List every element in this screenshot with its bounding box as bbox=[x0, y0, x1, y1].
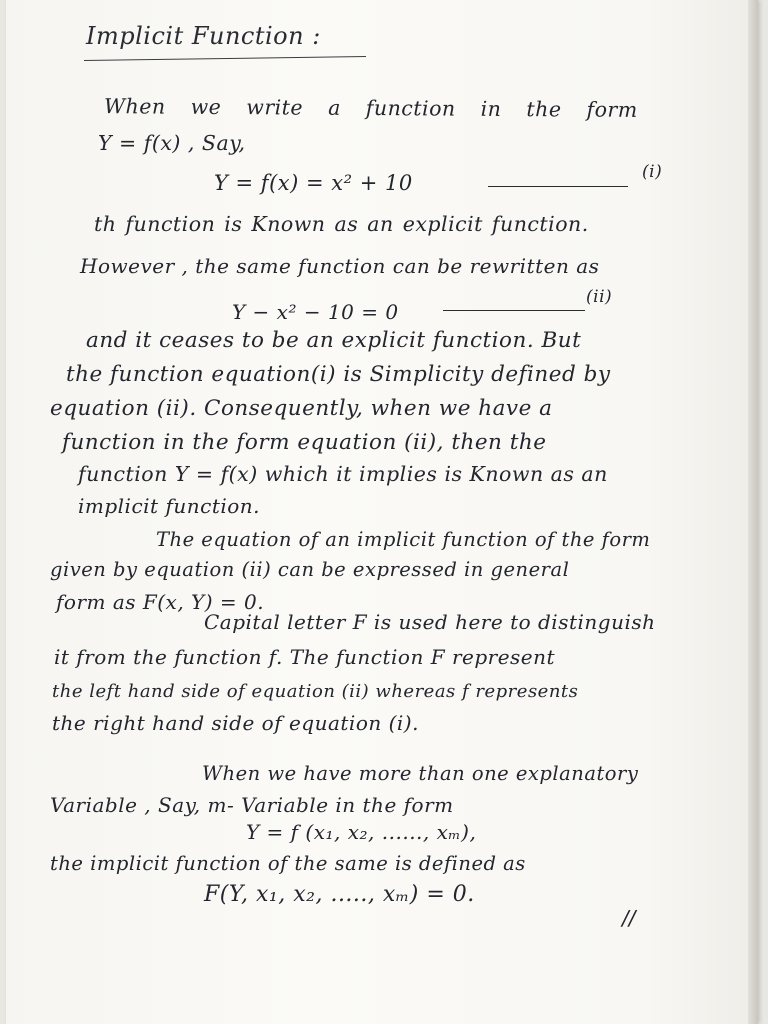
text-line: implicit function. bbox=[78, 494, 261, 518]
text-line: When we write a function in the form bbox=[103, 94, 638, 122]
text-line: Variable , Say, m- Variable in the form bbox=[50, 793, 454, 817]
text-line: function in the form equation (ii), then the bbox=[62, 430, 547, 455]
page-title: Implicit Function : bbox=[86, 22, 321, 50]
text-line: However , the same function can be rewritten as bbox=[80, 254, 600, 278]
text-line: The equation of an implicit function of the form bbox=[156, 528, 651, 551]
equation-number: (i) bbox=[642, 162, 663, 182]
text-line: th function is Known as an explicit function. bbox=[94, 212, 589, 236]
equation-number: (ii) bbox=[586, 287, 613, 307]
text-line: the left hand side of equation (ii) whereas f represents bbox=[52, 681, 579, 702]
text-line: function Y = f(x) which it implies is Known as an bbox=[78, 462, 608, 486]
text-line: equation (ii). Consequently, when we have a bbox=[50, 396, 553, 421]
text-line: When we have more than one explanatory bbox=[202, 762, 639, 785]
text-line: Capital letter F is used here to distinguish bbox=[204, 610, 656, 634]
equation-line: F(Y, x₁, x₂, ....., xₘ) = 0. bbox=[204, 882, 475, 907]
text-line: the implicit function of the same is defined as bbox=[50, 852, 526, 875]
title-underline bbox=[84, 56, 366, 61]
text-line: given by equation (ii) can be expressed in general bbox=[50, 558, 570, 581]
text-line: form as F(x, Y) = 0. bbox=[56, 590, 265, 614]
text-line: the function equation(i) is Simplicity defined by bbox=[66, 362, 611, 387]
page-edge-shadow bbox=[748, 0, 758, 1024]
notebook-page bbox=[6, 0, 758, 1024]
text-line: Y = f(x) , Say, bbox=[98, 131, 246, 155]
end-mark: // bbox=[622, 906, 636, 930]
text-line: the right hand side of equation (i). bbox=[52, 711, 419, 735]
equation-line: Y = f(x) = x² + 10 bbox=[214, 171, 413, 195]
text-line: and it ceases to be an explicit function. But bbox=[86, 328, 582, 353]
equation-line: Y = f (x₁, x₂, ......, xₘ), bbox=[246, 820, 477, 844]
equation-line: Y − x² − 10 = 0 bbox=[232, 300, 399, 324]
text-line: it from the function f. The function F represent bbox=[54, 645, 556, 669]
equation-dash bbox=[443, 310, 585, 311]
equation-dash bbox=[488, 186, 628, 187]
